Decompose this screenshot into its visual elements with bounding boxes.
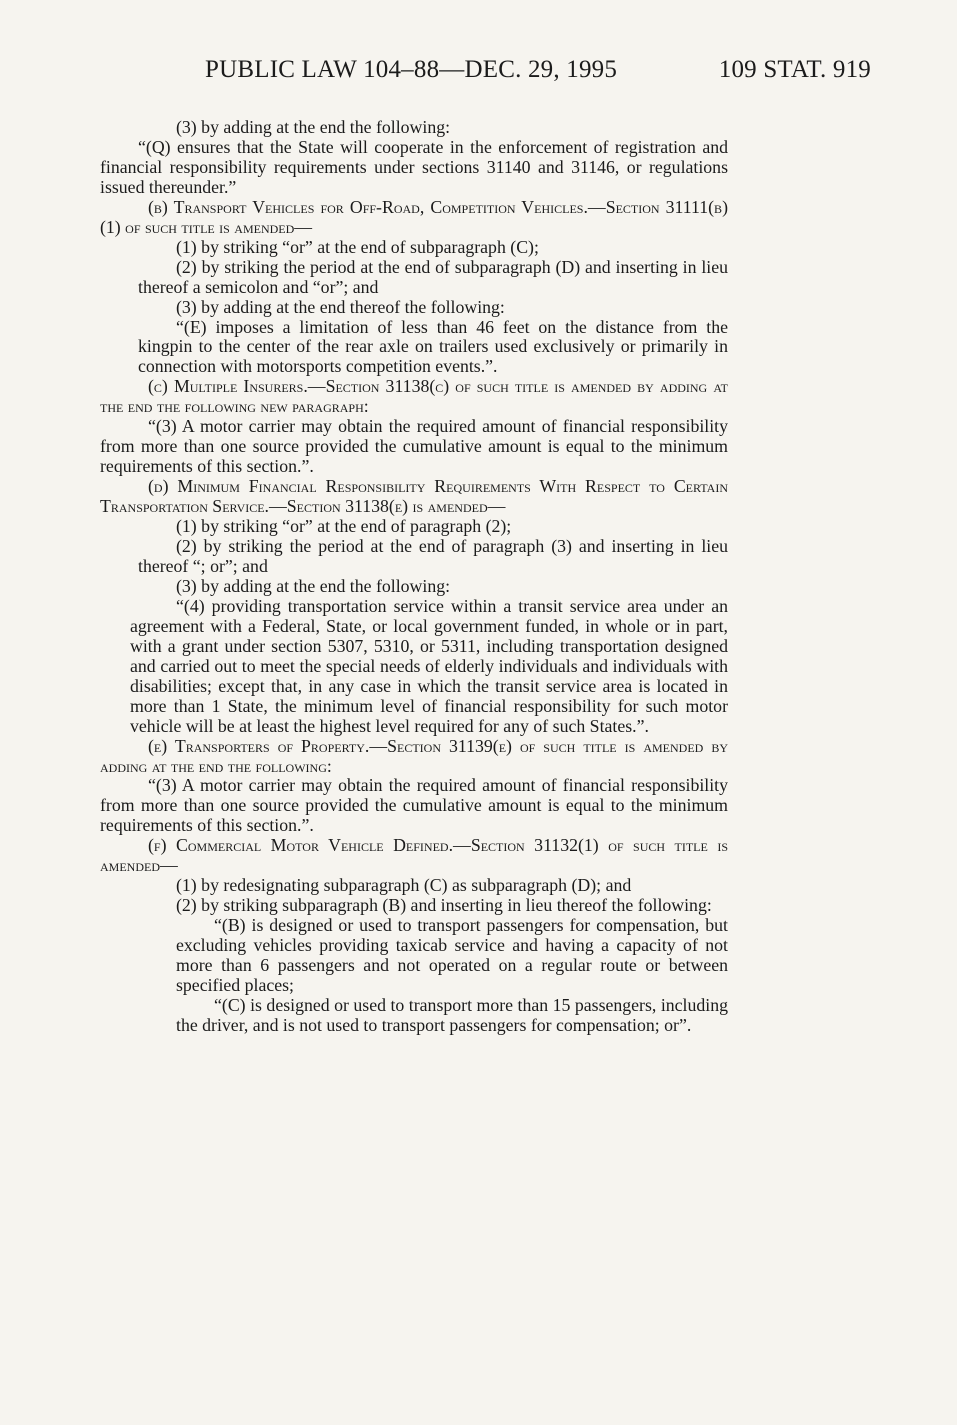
e-quoted-paragraph-3: “(3) A motor carrier may obtain the required amount of financial responsibility from more than one source provided the cumulative amount is equal to the minimum requirements of this section.”. xyxy=(100,775,728,836)
subsection-f: (f) Commercial Motor Vehicle Defined.—Section 31132(1) of such title is amended— xyxy=(100,835,728,876)
page-header xyxy=(120,56,871,96)
d-item-3: (3) by adding at the end the following: xyxy=(176,575,451,596)
d-item-1: (1) by striking “or” at the end of paragraph (2); xyxy=(176,516,512,537)
quoted-subparagraph-b: “(B) is designed or used to transport passengers for compensation, but excluding vehicles providing taxicab service and having a capacity of not more than 6 passengers and not operated on a regular route or between specified places; xyxy=(176,915,728,995)
f-item-2: (2) by striking subparagraph (B) and inserting in lieu thereof the following: xyxy=(176,895,712,916)
d-item-2: (2) by striking the period at the end of paragraph (3) and inserting in lieu thereof “; or”; and xyxy=(138,536,728,576)
subsection-e: (e) Transporters of Property.—Section 31139(e) of such title is amended by adding at the end the following: xyxy=(100,735,728,776)
subsection-d: (d) Minimum Financial Responsibility Requirements With Respect to Certain Transportation Service.—Section 31138(e) is amended— xyxy=(100,476,728,517)
c-quoted-paragraph-3: “(3) A motor carrier may obtain the required amount of financial responsibility from more than one source provided the cumulative amount is equal to the minimum requirements of this section.”. xyxy=(100,416,728,477)
quoted-subparagraph-c: “(C) is designed or used to transport more than 15 passengers, including the driver, and is not used to transport passengers for compensation; or”. xyxy=(176,994,728,1035)
f-item-1: (1) by redesignating subparagraph (C) as subparagraph (D); and xyxy=(176,875,632,896)
quoted-paragraph-4: “(4) providing transportation service within a transit service area under an agreement with a Federal, State, or local government funded, in whole or in part, with a grant under section 5307, 5310, or 5311, including transportation designed and carried out to meet the special needs of elderly individuals and individuals with disabilities; except that, in any case in which the transit service area is located in more than 1 State, the minimum level of financial responsibility for such motor vehicle will be at least the highest level required for any of such States.”. xyxy=(130,595,728,736)
quoted-paragraph-q: “(Q) ensures that the State will cooperate in the enforcement of registration and financial responsibility requirements under sections 31140 and 31146, or regulations issued thereunder.” xyxy=(100,136,728,197)
paragraph-3-adding: (3) by adding at the end the following: xyxy=(176,117,451,137)
b-item-1: (1) by striking “or” at the end of subparagraph (C); xyxy=(176,236,539,257)
quoted-paragraph-e: “(E) imposes a limitation of less than 46 feet on the distance from the kingpin to the center of the rear axle on trailers used exclusively or primarily in connection with motorsports competition events.”. xyxy=(138,316,728,377)
statute-page-number: 109 STAT. 919 xyxy=(718,56,871,83)
document-body xyxy=(100,118,728,1036)
subsection-b: (b) Transport Vehicles for Off-Road, Competition Vehicles.—Section 31111(b)(1) of such title is amended— xyxy=(100,196,728,237)
running-title: PUBLIC LAW 104–88—DEC. 29, 1995 xyxy=(205,56,618,83)
b-item-3: (3) by adding at the end thereof the following: xyxy=(176,296,505,317)
b-item-2: (2) by striking the period at the end of subparagraph (D) and inserting in lieu thereof a semicolon and “or”; and xyxy=(138,256,728,297)
subsection-c: (c) Multiple Insurers.—Section 31138(c) of such title is amended by adding at the end the following new paragraph: xyxy=(100,376,728,417)
